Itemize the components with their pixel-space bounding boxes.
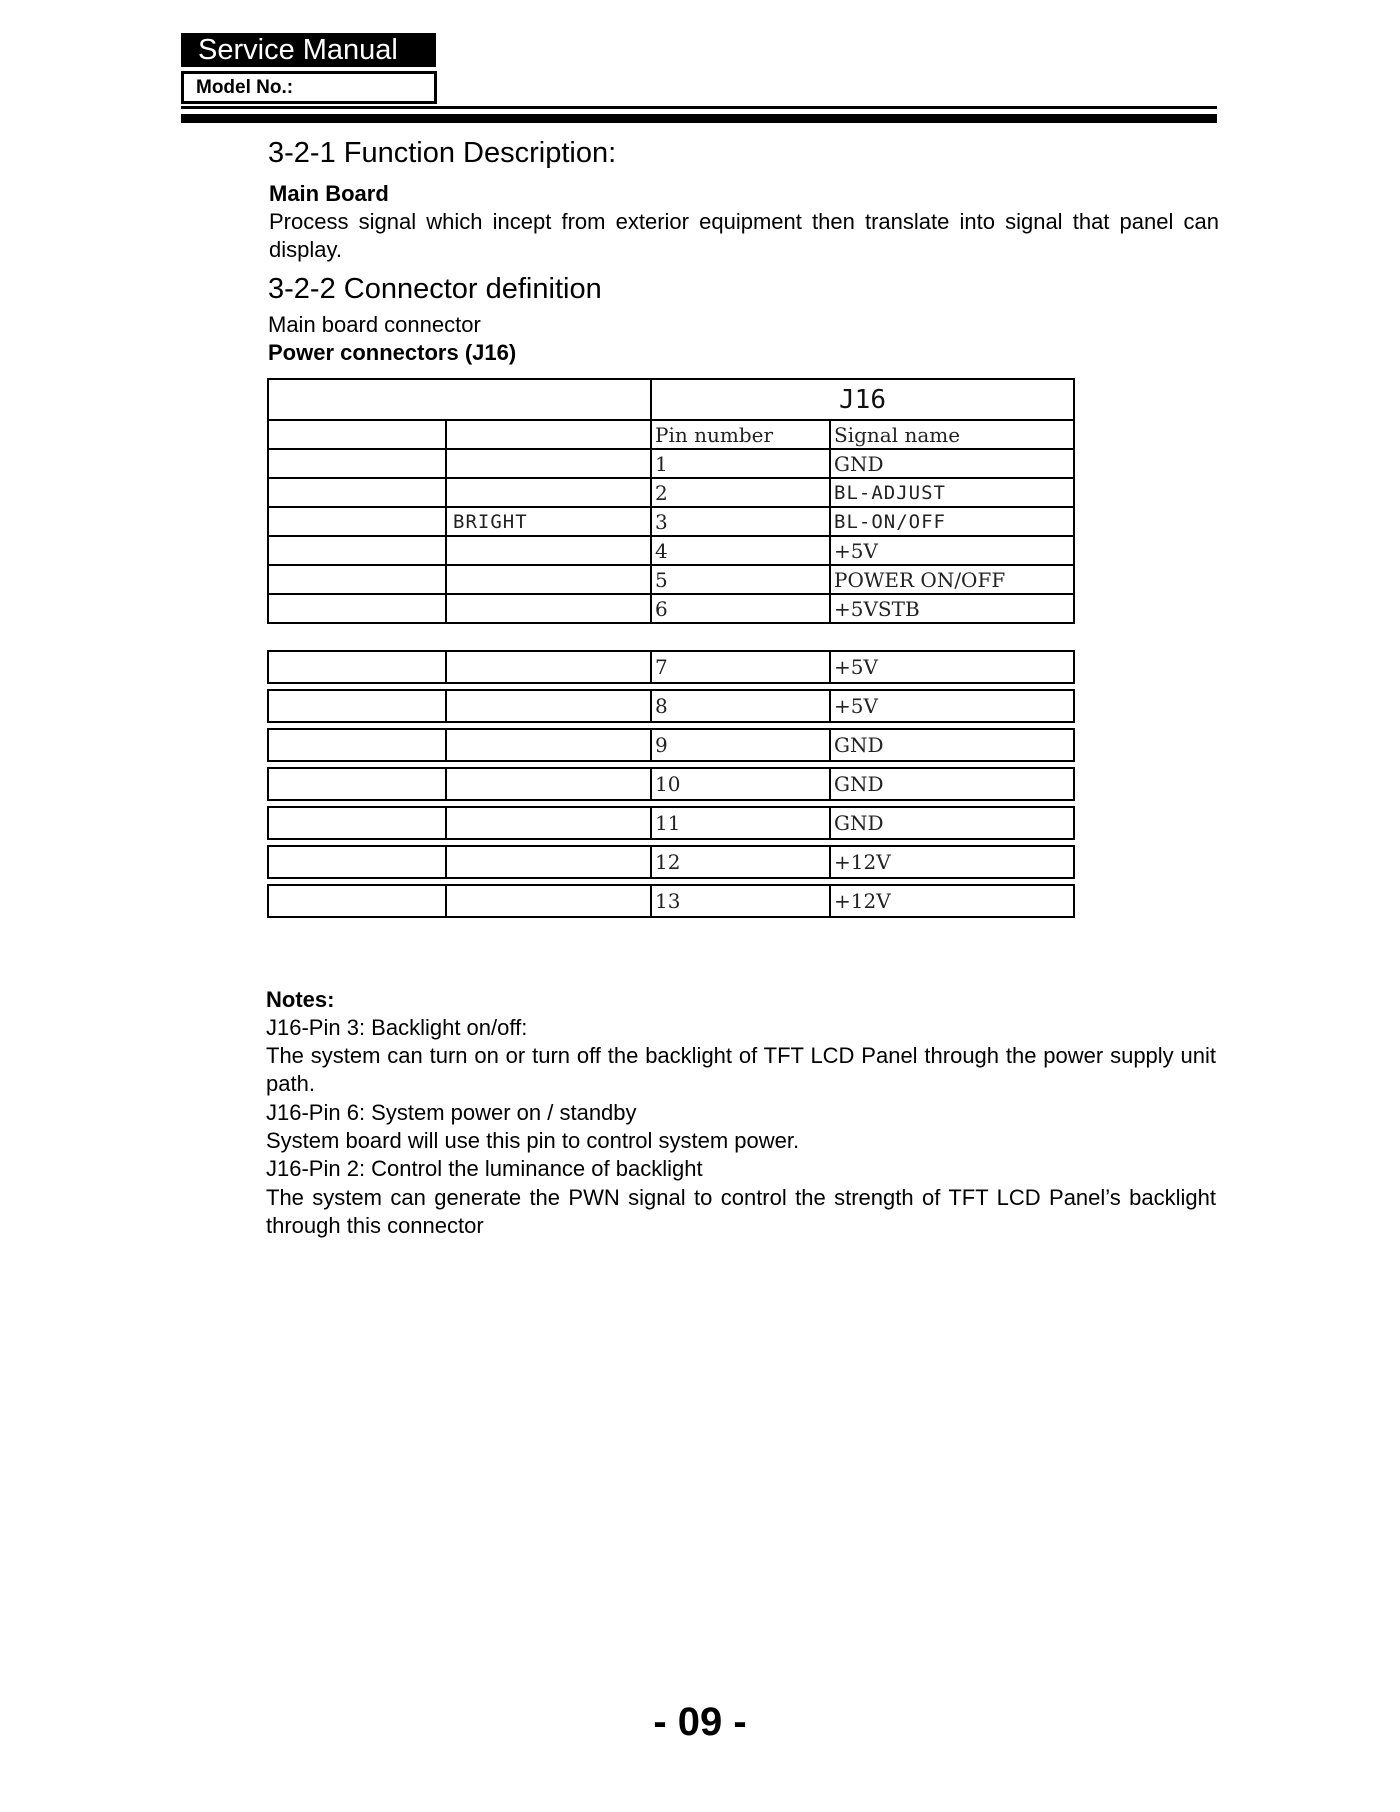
column-header-signal-name: Signal name [830, 420, 1074, 449]
table-row [268, 536, 1074, 565]
pin-number: 2 [651, 478, 830, 507]
main-board-connector-label: Main board connector [268, 312, 481, 337]
section-heading-connector-definition: 3-2-2 Connector definition [268, 273, 602, 305]
table-row [268, 449, 1074, 478]
signal-name: +5V [830, 690, 1074, 722]
table-row [268, 594, 1074, 623]
note-pin3-title: J16-Pin 3: Backlight on/off: [266, 1015, 528, 1040]
header-rule-thin [181, 106, 1217, 109]
page-number: - 09 - [653, 1700, 747, 1744]
note-pin6-text: System board will use this pin to control system power. [266, 1128, 800, 1153]
table-row-separate [267, 767, 1075, 801]
table-blank-header [268, 379, 651, 420]
table-row [268, 478, 1074, 507]
pin-number: 7 [651, 651, 830, 683]
power-connectors-label: Power connectors (J16) [268, 340, 517, 365]
pin-number: 12 [651, 846, 830, 878]
table-row [268, 565, 1074, 594]
pin-number: 6 [651, 594, 830, 623]
pin-number: 5 [651, 565, 830, 594]
table-row [268, 507, 1074, 536]
table-row-separate [267, 806, 1075, 840]
main-board-label: Main Board [269, 181, 389, 206]
table-row-separate [267, 650, 1075, 684]
header-rule-thick [181, 114, 1217, 123]
manual-title: Service Manual [181, 33, 436, 67]
note-pin2-text: The system can generate the PWN signal to control the strength of TFT LCD Panel’s backlight through this connector [266, 1185, 1216, 1238]
pin-number: 4 [651, 536, 830, 565]
pin-number: 11 [651, 807, 830, 839]
pin-number: 8 [651, 690, 830, 722]
signal-name: GND [830, 807, 1074, 839]
note-pin2-title: J16-Pin 2: Control the luminance of backlight [266, 1156, 703, 1181]
signal-name: BL-ON/OFF [830, 507, 1074, 536]
signal-name: +5VSTB [830, 594, 1074, 623]
model-number-label: Model No.: [181, 71, 437, 104]
signal-name: +5V [830, 651, 1074, 683]
notes-heading: Notes: [266, 987, 335, 1012]
signal-name: +12V [830, 885, 1074, 917]
signal-name: GND [830, 729, 1074, 761]
note-pin6-title: J16-Pin 6: System power on / standby [266, 1100, 637, 1125]
pin-number: 3 [651, 507, 830, 536]
column-header-pin-number: Pin number [651, 420, 830, 449]
table-row-separate [267, 728, 1075, 762]
table-title: J16 [651, 379, 1074, 420]
signal-name: POWER ON/OFF [830, 565, 1074, 594]
pin-number: 13 [651, 885, 830, 917]
section-heading-function-description: 3-2-1 Function Description: [268, 137, 617, 169]
table-row-separate [267, 845, 1075, 879]
pin-number: 1 [651, 449, 830, 478]
signal-name: BL-ADJUST [830, 478, 1074, 507]
j16-connector-table [267, 378, 1075, 624]
signal-name: GND [830, 449, 1074, 478]
signal-name: +5V [830, 536, 1074, 565]
signal-name: +12V [830, 846, 1074, 878]
pin-number: 9 [651, 729, 830, 761]
bright-label: BRIGHT [446, 507, 651, 536]
table-row-separate [267, 689, 1075, 723]
signal-name: GND [830, 768, 1074, 800]
note-pin3-text: The system can turn on or turn off the backlight of TFT LCD Panel through the power supply unit path. [266, 1043, 1216, 1096]
table-row-separate [267, 884, 1075, 918]
pin-number: 10 [651, 768, 830, 800]
main-board-description: Process signal which incept from exterior equipment then translate into signal that panel can display. [269, 209, 1219, 262]
